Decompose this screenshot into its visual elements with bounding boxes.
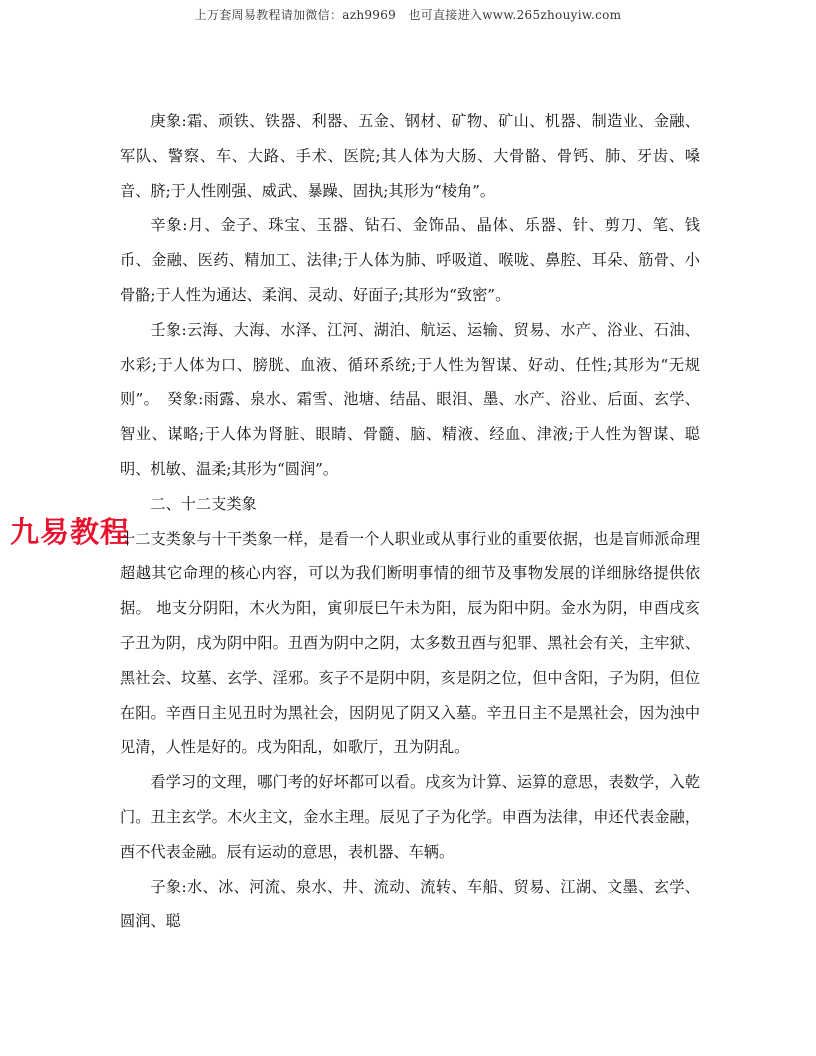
page-header: 上万套周易教程请加微信：azh9969 也可直接进入www.265zhouyiw.com: [194, 8, 622, 22]
paragraph-geng: 庚象:霜、顽铁、铁器、利器、五金、钢材、矿物、矿山、机器、制造业、金融、军队、警察、车、大路、手术、医院;其人体为大肠、大骨骼、骨钙、肺、牙齿、嗓音、脐;于人性刚强、威武、暴躁、固执;其形为“棱角”。: [120, 112, 700, 200]
section-heading: 二、十二支类象: [150, 494, 257, 513]
document-body: [120, 104, 700, 939]
paragraph-study: 看学习的文理，哪门考的好坏都可以看。戌亥为计算、运算的意思，表数学，入乾门。丑主玄学。木火主文，金水主理。辰见了子为化学。申酉为法律，申还代表金融，酉不代表金融。辰有运动的意思，表机器、车辆。: [120, 773, 700, 861]
paragraph-ren-gui: 壬象:云海、大海、水泽、江河、湖泊、航运、运输、贸易、水产、浴业、石油、水彩;于人体为口、膀胱、血液、循环系统;于人性为智谋、好动、任性;其形为“无规则”。 癸象:雨露、泉水、霜雪、池塘、结晶、眼泪、墨、水产、浴业、后面、玄学、智业、谋略;于人体为肾脏、眼睛、骨髓、脑、精液、经血、津液;于人性为智谋、聪明、机敏、温柔;其形为“圆润”。: [120, 320, 700, 478]
paragraph-xin: 辛象:月、金子、珠宝、玉器、钻石、金饰品、晶体、乐器、针、剪刀、笔、钱币、金融、医药、精加工、法律;于人体为肺、呼吸道、喉咙、鼻腔、耳朵、筋骨、小骨骼;于人性为通达、柔润、灵动、好面子;其形为“致密”。: [120, 216, 700, 304]
watermark-logo: 九易教程: [10, 515, 131, 549]
paragraph-twelve-branches: 十二支类象与十干类象一样，是看一个人职业或从事行业的重要依据，也是盲师派命理超越其它命理的核心内容，可以为我们断明事情的细节及事物发展的详细脉络提供依据。 地支分阴阳，木火为阳，寅卯辰巳午未为阳，辰为阳中阴。金水为阴，申酉戌亥子丑为阴，戌为阴中阳。丑酉为阴中之阴，太多数丑酉与犯罪、黑社会有关，主牢狱、黑社会、坟墓、玄学、淫邪。亥子不是阴中阴，亥是阴之位，但中含阳，子为阴，但位在阳。辛酉日主见丑时为黑社会，因阴见了阴又入墓。辛丑日主不是黑社会，因为浊中见清，人性是好的。戌为阳乱，如歌厅，丑为阴乱。: [120, 529, 700, 757]
paragraph-zi: 子象:水、冰、河流、泉水、井、流动、流转、车船、贸易、江湖、文墨、玄学、圆润、聪: [120, 877, 700, 931]
